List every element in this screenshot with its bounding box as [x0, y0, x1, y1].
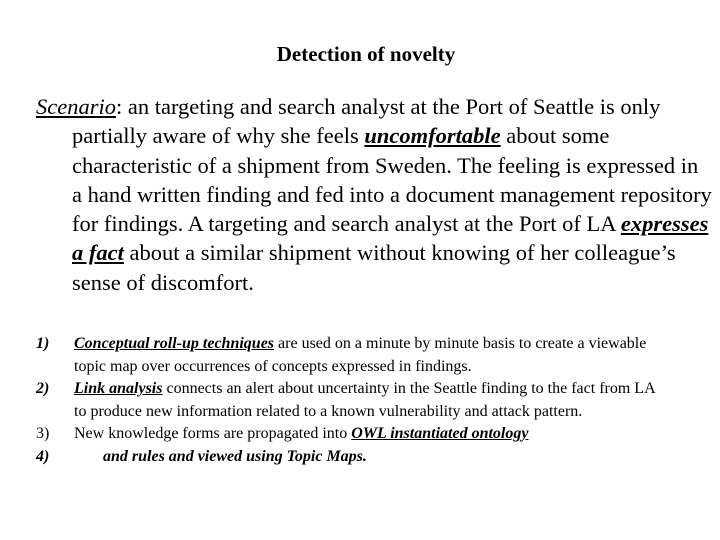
list-item-lead: Link analysis [74, 380, 163, 397]
list-item-text: connects an alert about uncertainty in the Seattle finding to the fact from LA to produce new information related to a known vulnerability and attack pattern. [74, 380, 655, 420]
scenario-emphasis-expresses-fact: expresses a fact [72, 211, 709, 266]
scenario-paragraph [36, 92, 712, 297]
list-number: 4) [36, 447, 50, 465]
list-number: 2) [36, 380, 50, 397]
list-item-lead: and rules and viewed using Topic Maps. [103, 447, 367, 465]
scenario-text-1: : an targeting and search analyst at the Port of Seattle is only partially aware of why she feels [72, 94, 661, 149]
list-item-text: are used on a minute by minute basis to create a viewable topic map over occurrences of concepts expressed in findings. [74, 335, 647, 375]
slide-title: Detection of novelty [276, 42, 456, 66]
list-item-text: New knowledge forms are propagated into [74, 425, 352, 442]
list-number: 3) [36, 425, 50, 442]
list-item [36, 446, 676, 469]
numbered-list [36, 333, 676, 468]
scenario-text-2: about some characteristic of a shipment from Sweden. The feeling is expressed in a hand written finding and fed into a document management repository for findings. A targeting and search analyst at the Port of LA [72, 123, 712, 237]
list-item-lead: OWL instantiated ontology [351, 425, 529, 442]
list-number: 1) [36, 335, 50, 352]
list-item-lead: Conceptual roll-up techniques [74, 335, 275, 352]
list-item [36, 423, 676, 446]
scenario-text-3: about a similar shipment without knowing of her colleague’s sense of discomfort. [72, 240, 676, 295]
scenario-emphasis-uncomfortable: uncomfortable [364, 123, 501, 149]
scenario-label: Scenario [36, 94, 116, 119]
list-item [36, 333, 676, 378]
list-item [36, 378, 676, 423]
